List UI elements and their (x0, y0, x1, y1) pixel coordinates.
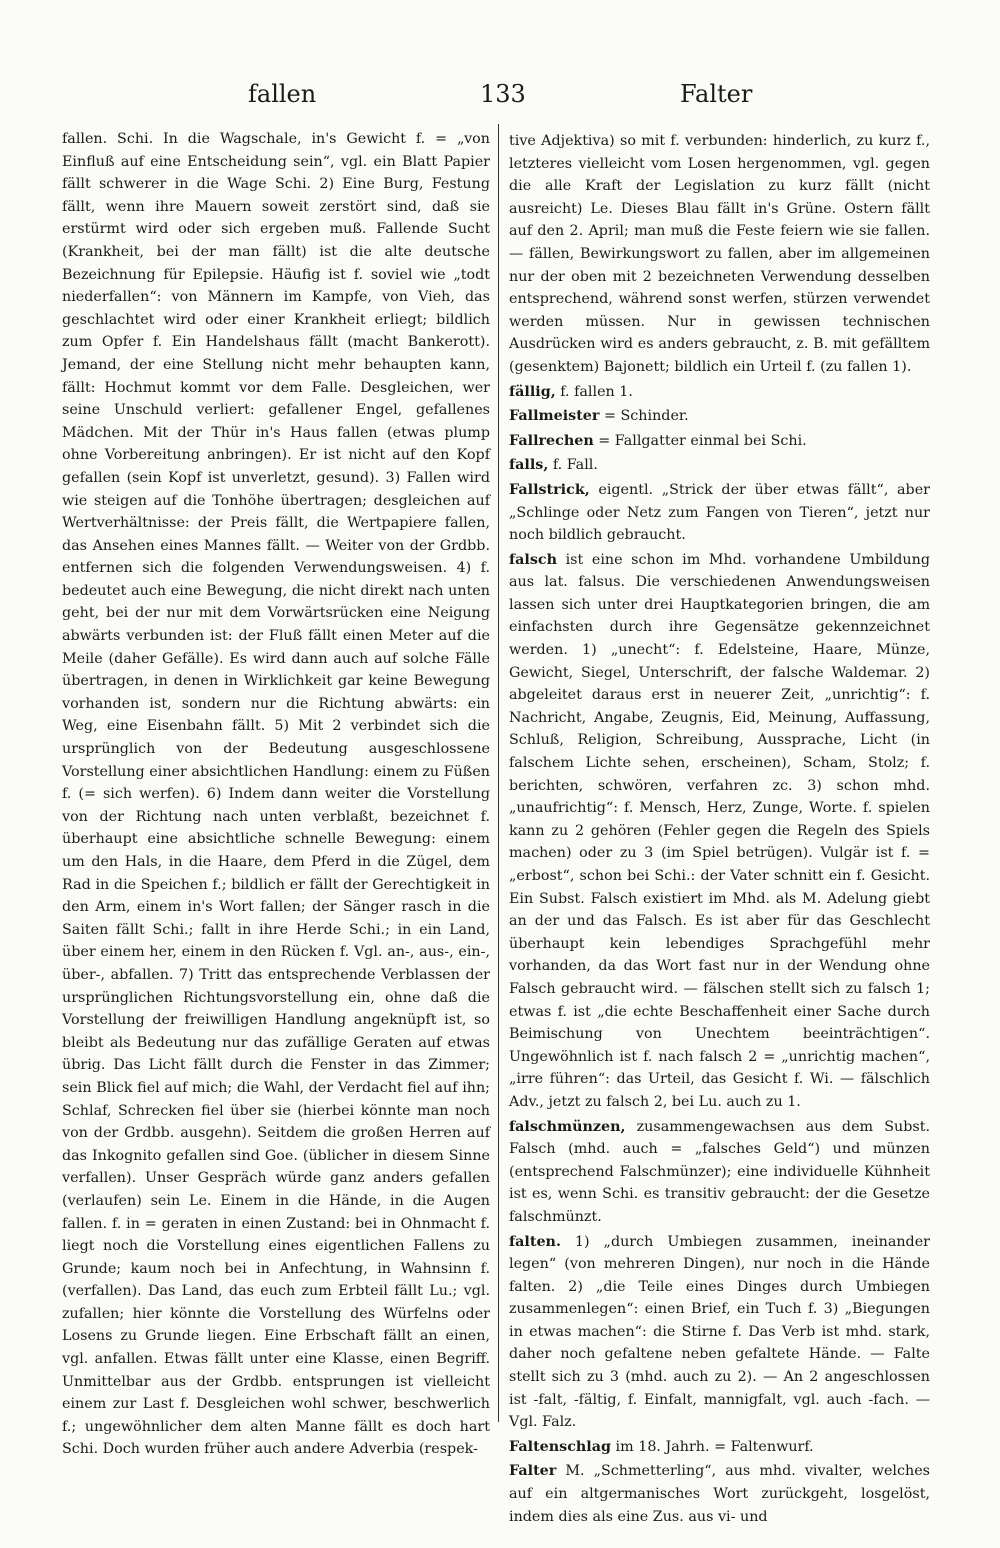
left-column-text: fallen. Schi. In die Wagschale, in's Gewicht f. = „von Einfluß auf eine Entscheidung sein“, vgl. ein Blatt Papier fällt schwerer in die Wage Schi. 2) Eine Burg, Festung fällt, wenn ihre Mauern soweit zerstört sind, daß sie erstürmt wird oder sich ergeben muß. Fallende Sucht (Krankheit, bei der man fällt) ist die alte deutsche Bezeichnung für Epilepsie. Häufig ist f. soviel wie „todt niederfallen“: von Männern im Kampfe, von Vieh, das geschlachtet wird oder einer Krankheit erliegt; bildlich zum Opfer f. Ein Handelshaus fällt (macht Bankerott). Jemand, der eine Stellung nicht mehr behaupten kann, fällt: Hochmut kommt vor dem Falle. Desgleichen, wer seine Unschuld verliert: gefallener Engel, gefallenes Mädchen. Mit der Thür in's Haus fallen (etwas plump ohne Vorbereitung anbringen). Er ist nicht auf den Kopf gefallen (sein Kopf ist unverletzt, gesund). 3) Fallen wird wie steigen auf die Tonhöhe übertragen; desgleichen auf Wertverhältnisse: der Preis fällt, die Wertpapiere fallen, das Ansehen eines Mannes fällt. — Weiter von der Grdbb. entfernen sich die folgenden Verwendungsweisen. 4) f. bedeutet auch eine Bewegung, die nicht direkt nach unten geht, bei der nur mit dem Vorwärtsrücken eine Neigung abwärts verbunden ist: der Fluß fällt einen Meter auf die Meile (daher Gefälle). Es wird dann auch auf solche Fälle übertragen, in denen in Wirklichkeit gar keine Bewegung vorhanden ist, sondern nur die Richtung abwärts: ein Weg, eine Eisenbahn fällt. 5) Mit 2 verbindet sich die ursprünglich von der Bedeutung ausgeschlossene Vorstellung einer absichtlichen Handlung: einem zu Füßen f. (= sich werfen). 6) Indem dann weiter die Vorstellung von der Richtung nach unten verblaßt, bezeichnet f. überhaupt eine absichtliche schnelle Bewegung: einem um den Hals, in die Haare, dem Pferd in die Zügel, dem Rad in die Speichen f.; bildlich er fällt der Gerechtigkeit in den Arm, einem in's Wort fallen; der Sänger rasch in die Saiten fällt Schi.; fallt in ihre Herde Schi.; in ein Land, über einem her, einem in den Rücken f. Vgl. an-, aus-, ein-, über-, abfallen. 7) Tritt das entsprechende Verblassen der ursprünglichen Richtungsvorstellung ein, ohne daß die Vorstellung der freiwilligen Handlung angeknüpft ist, so bleibt als Bedeutung nur das zufällige Geraten auf etwas übrig. Das Licht fällt durch die Fenster in das Zimmer; sein Blick fiel auf mich; die Wahl, der Verdacht fiel auf ihn; Schlaf, Schrecken fiel über sie (hierbei könnte man noch von der Grdbb. ausgehn). Seitdem die großen Herren auf das Inkognito gefallen sind Goe. (üblicher in diesem Sinne verfallen). Unser Gespräch würde ganz anders gefallen (verlaufen) sein Le. Einem in die Hände, in die Augen fallen. f. in = geraten in einen Zustand: bei in Ohnmacht f. liegt noch die Vorstellung eines eigentlichen Fallens zu Grunde; kaum noch bei in Anfechtung, in Wahnsinn f. (verfallen). Das Land, das euch zum Erbteil fällt Lu.; vgl. zufallen; hier könnte die Vorstellung des Würfelns oder Losens zu Grunde liegen. Eine Erbschaft fällt an einen, vgl. anfallen. Etwas fällt unter eine Klasse, einen Begriff. Unmittelbar aus der Grdbb. entsprungen ist vielleicht einem zur Last f. Desgleichen wohl schwer, beschwerlich f.; ungewöhnlicher dem alten Manne fällt es doch hart Schi. Doch wurden früher auch andere Adverbia (respek- (62, 131, 490, 1458)
entry-headword: Falter (509, 1463, 557, 1480)
running-head (60, 80, 930, 116)
column-divider (498, 124, 499, 1422)
entry-headword: falten. (509, 1233, 561, 1250)
entry-text: tive Adjektiva) so mit f. verbunden: hinderlich, zu kurz f., letzteres vielleicht vom Losen hergenommen, vgl. gegen die alle Kraft der Legislation zu kurz fällt (nicht ausreicht) Le. Dieses Blau fällt in's Grüne. Ostern fällt auf den 2. April; man muß die Feste feiern wie sie fallen. — fällen, Bewirkungswort zu fallen, aber im allgemeinen nur der oben mit 2 bezeichneten Verwendung desselben entsprechend, während sonst werfen, stürzen verwendet werden müssen. Nur in gewissen technischen Ausdrücken wird es anders gebraucht, z. B. mit gefälltem (gesenktem) Bajonett; bildlich ein Urteil f. (zu fallen 1). (509, 133, 930, 375)
entry-falls (509, 454, 930, 477)
left-column (62, 128, 490, 1458)
entry-headword: falsch (509, 551, 557, 568)
entry-text: f. Fall. (548, 457, 598, 474)
right-column (509, 128, 930, 1525)
entry-headword: falls, (509, 457, 549, 474)
entry-falsch (509, 549, 930, 1114)
entry-falten (509, 1231, 930, 1434)
entry-fallrechen (509, 430, 930, 453)
entry-text: im 18. Jahrh. = Faltenwurf. (611, 1438, 814, 1455)
header-right-word: Falter (680, 80, 753, 108)
entry-text: = Schinder. (599, 408, 689, 425)
entry-fallmeister (509, 405, 930, 428)
entry-text: = Fallgatter einmal bei Schi. (593, 432, 807, 449)
entry-text: ist eine schon im Mhd. vorhandene Umbildung aus lat. falsus. Die verschiedenen Anwendungsweisen lassen sich unter drei Hauptkategorien bringen, die am einfachsten durch ihre Gegensätze gekennzeichnet werden. 1) „unecht“: f. Edelsteine, Haare, Münze, Gewicht, Siegel, Unterschrift, der falsche Waldemar. 2) abgeleitet daraus erst in neuerer Zeit, „unrichtig“: f. Nachricht, Angabe, Zeugnis, Eid, Meinung, Auffassung, Schluß, Religion, Schreibung, Aussprache, Licht (in falschem Lichte sehen, erscheinen), Scham, Stolz; f. berichten, schwören, verfahren zc. 3) schon mhd. „unaufrichtig“: f. Mensch, Herz, Zunge, Worte. f. spielen kann zu 2 gehören (Fehler gegen die Regeln des Spiels machen) oder zu 3 (im Spiel betrügen). Vulgär ist f. = „erbost“, schon bei Schi.: der Vater schnitt ein f. Gesicht. Ein Subst. Falsch existiert im Mhd. als M. Adelung giebt an der und das Falsch. Es ist aber für das Geschlecht überhaupt kein lebendiges Sprachgefühl mehr vorhanden, da das Wort fast nur in der Wendung ohne Falsch gebraucht wird. — fälschen stellt sich zu falsch 1; etwas f. ist „die echte Beschaffenheit einer Sache durch Beimischung von Unechtem beeinträchtigen“. Ungewöhnlich ist f. nach falsch 2 = „unrichtig machen“, „irre führen“: das Urteil, das Gesicht f. Wi. — fälschlich Adv., jetzt zu falsch 2, bei Lu. auch zu 1. (509, 551, 930, 1110)
entry-headword: Fallrechen (509, 432, 594, 449)
entry-text: M. „Schmetterling“, aus mhd. vivalter, welches auf ein altgermanisches Wort zurückgeht, losgelöst, indem dies als eine Zus. aus vi- und (509, 1463, 930, 1525)
entry-falter (509, 1460, 930, 1528)
entry-text: f. fallen 1. (555, 383, 633, 400)
entry-text: zusammengewachsen aus dem Subst. Falsch (mhd. auch = „falsches Geld“) und münzen (entsprechend Falschmünzer); eine individuelle Kühnheit ist es, wenn Schi. es transitiv gebraucht: der die Gesetze falschmünzt. (509, 1118, 930, 1225)
header-left-word: fallen (248, 80, 317, 108)
entry-headword: Faltenschlag (509, 1438, 611, 1455)
entry-text: eigentl. „Strick der über etwas fällt“, aber „Schlinge oder Netz zum Fangen von Tieren“, jetzt nur noch bildlich gebraucht. (509, 481, 930, 544)
page-number: 133 (480, 80, 526, 108)
entry-falschmuenzen (509, 1116, 930, 1229)
entry-continuation (509, 130, 930, 379)
entry-faellig (509, 381, 930, 404)
entry-headword: Fallmeister (509, 408, 600, 425)
entry-faltenschlag (509, 1436, 930, 1459)
entry-fallstrick (509, 479, 930, 547)
entry-headword: Fallstrick, (509, 481, 590, 498)
entry-text: 1) „durch Umbiegen zusammen, ineinander legen“ (von mehreren Dingen), nur noch in die Hände falten. 2) „die Teile eines Dinges durch Umbiegen zusammenlegen“: einen Brief, ein Tuch f. 3) „Biegungen in etwas machen“: die Stirne f. Das Verb ist mhd. stark, daher noch gefaltene neben gefaltete Hände. — Falte stellt sich zu 3 (mhd. auch zu 2). — An 2 angeschlossen ist -falt, -fältig, f. Einfalt, mannigfalt, vgl. auch -fach. — Vgl. Falz. (509, 1233, 930, 1431)
entry-headword: falschmünzen, (509, 1118, 626, 1135)
entry-headword: fällig, (509, 383, 556, 400)
